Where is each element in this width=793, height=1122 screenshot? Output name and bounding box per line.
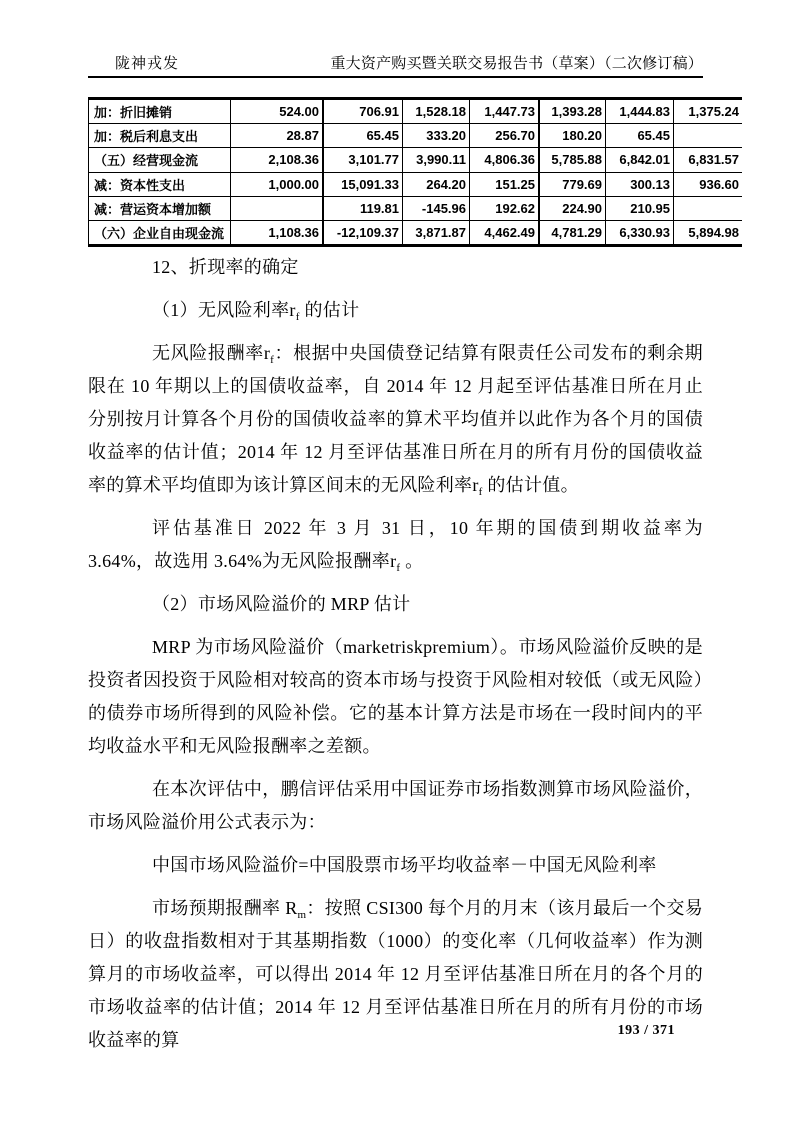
- cell-value: 192.62: [470, 196, 540, 220]
- row-label: （五）经营现金流: [89, 148, 231, 172]
- cell-value: 264.20: [403, 172, 470, 196]
- cell-value: 4,781.29: [539, 220, 606, 245]
- table-row: [89, 99, 743, 124]
- text-run: 。: [400, 551, 424, 571]
- cell-value: 333.20: [403, 124, 470, 148]
- cell-value: -12,109.37: [323, 220, 403, 245]
- text-run: （2）市场风险溢价的 MRP 估计: [152, 594, 411, 614]
- table-row: [89, 196, 743, 220]
- cell-value: 6,842.01: [606, 148, 674, 172]
- subscript-text: f: [478, 486, 483, 498]
- cell-value: 15,091.33: [323, 172, 403, 196]
- text-run: r: [289, 300, 296, 320]
- text-run: r: [472, 475, 479, 495]
- cell-value: 524.00: [231, 99, 324, 124]
- cell-value: -145.96: [403, 196, 470, 220]
- cell-value: [231, 196, 324, 220]
- text-run: 市场预期报酬率 R: [152, 898, 298, 918]
- text-run: r: [390, 551, 397, 571]
- text-run: MRP 为市场风险溢价（marketriskpremium）。市场风险溢价反映的是投资者因投资于风险相对较高的资本市场与投资于风险相对较低（或无风险）的债券市场所得到的风险补偿。它的基本计算方法是市场在一段时间内的平均收益水平和无风险报酬率之差额。: [88, 637, 703, 756]
- cell-value: 65.45: [323, 124, 403, 148]
- row-label: 减：营运资本增加额: [89, 196, 231, 220]
- cell-value: 210.95: [606, 196, 674, 220]
- cell-value: 706.91: [323, 99, 403, 124]
- cell-value: 1,375.24: [674, 99, 743, 124]
- cell-value: [674, 124, 743, 148]
- cell-value: 936.60: [674, 172, 743, 196]
- text-run: 无风险报酬率: [152, 343, 264, 363]
- formula-line: [88, 849, 703, 882]
- table-row: [89, 220, 743, 245]
- cell-value: 300.13: [606, 172, 674, 196]
- header-right-title: 重大资产购买暨关联交易报告书（草案）（二次修订稿）: [330, 56, 703, 72]
- row-label: 减：资本性支出: [89, 172, 231, 196]
- paragraph: [88, 631, 703, 763]
- cell-value: 1,528.18: [403, 99, 470, 124]
- table-row: [89, 148, 743, 172]
- body-text-flow: [88, 251, 703, 1057]
- section-heading: [88, 588, 703, 621]
- table-row: [89, 172, 743, 196]
- text-run: （1）无风险利率: [152, 300, 290, 320]
- paragraph: [88, 892, 703, 1057]
- page-number: 193 / 371: [617, 1023, 675, 1038]
- row-label: 加：折旧摊销: [89, 99, 231, 124]
- text-run: 中国市场风险溢价=中国股票市场平均收益率－中国无风险利率: [152, 855, 657, 875]
- paragraph: [88, 512, 703, 578]
- cell-value: 65.45: [606, 124, 674, 148]
- text-run: r: [263, 343, 271, 363]
- subscript-text: f: [295, 311, 300, 323]
- row-label: （六）企业自由现金流: [89, 220, 231, 245]
- cell-value: 3,871.87: [403, 220, 470, 245]
- cell-value: 779.69: [539, 172, 606, 196]
- cell-value: 6,831.57: [674, 148, 743, 172]
- text-run: 在本次评估中，鹏信评估采用中国证券市场指数测算市场风险溢价，市场风险溢价用公式表示为：: [88, 779, 703, 832]
- section-heading: [88, 251, 703, 284]
- cell-value: 1,447.73: [470, 99, 540, 124]
- cell-value: 4,806.36: [470, 148, 540, 172]
- cell-value: 1,444.83: [606, 99, 674, 124]
- cell-value: 28.87: [231, 124, 324, 148]
- table-row: [89, 124, 743, 148]
- text-run: 评估基准日 2022 年 3 月 31 日，10 年期的国债到期收益率为 3.64%，故选用 3.64%为无风险报酬率: [88, 518, 703, 571]
- cell-value: 151.25: [470, 172, 540, 196]
- cell-value: 1,393.28: [539, 99, 606, 124]
- row-label: 加：税后利息支出: [89, 124, 231, 148]
- cell-value: 256.70: [470, 124, 540, 148]
- cell-value: 3,990.11: [403, 148, 470, 172]
- text-run: 的估计: [299, 300, 360, 320]
- page-header: [88, 54, 703, 78]
- cell-value: 5,894.98: [688, 225, 739, 241]
- cell-value: 4,462.49: [470, 220, 540, 245]
- cell-value: 1,000.00: [231, 172, 324, 196]
- section-heading: [88, 294, 703, 327]
- paragraph: [88, 337, 703, 502]
- text-run: 12、折现率的确定: [152, 257, 299, 277]
- cell-value: 5,785.88: [539, 148, 606, 172]
- cell-value: 119.81: [323, 196, 403, 220]
- header-left-title: 陇神戎发: [115, 56, 180, 72]
- cell-value: 3,101.77: [323, 148, 403, 172]
- text-run: ：按照 CSI300 每个月的月末（该月最后一个交易日）的收盘指数相对于其基期指数（1000）的变化率（几何收益率）作为测算月的市场收益率，可以得出 2014 年 12 月至评估基准日所在月的各个月的市场收益率的估计值；2014 年 12 月至评估基准日所在月的所有月份的市场收益率的算: [88, 898, 703, 1050]
- text-run: 的估计值。: [482, 475, 579, 495]
- cell-value: 180.20: [539, 124, 606, 148]
- cell-value: 224.90: [539, 196, 606, 220]
- paragraph: [88, 773, 703, 839]
- subscript-text: m: [297, 909, 307, 921]
- free-cash-flow-table: [88, 97, 742, 247]
- text-run: ：根据中央国债登记结算有限责任公司发布的剩余期限在 10 年期以上的国债收益率，自 2014 年 12 月起至评估基准日所在月止分别按月计算各个月份的国债收益率的算术平均值并以此作为各个月的国债收益率的估计值；2014 年 12 月至评估基准日所在月的所有月份的国债收益率的算术平均值即为该计算区间末的无风险利率: [88, 343, 703, 495]
- cell-value: 2,108.36: [231, 148, 324, 172]
- cell-value: [674, 196, 743, 220]
- subscript-text: f: [396, 562, 401, 574]
- cell-value: 6,330.93: [606, 220, 674, 245]
- subscript-text: f: [270, 354, 275, 366]
- cell-value: 1,108.36: [231, 220, 324, 245]
